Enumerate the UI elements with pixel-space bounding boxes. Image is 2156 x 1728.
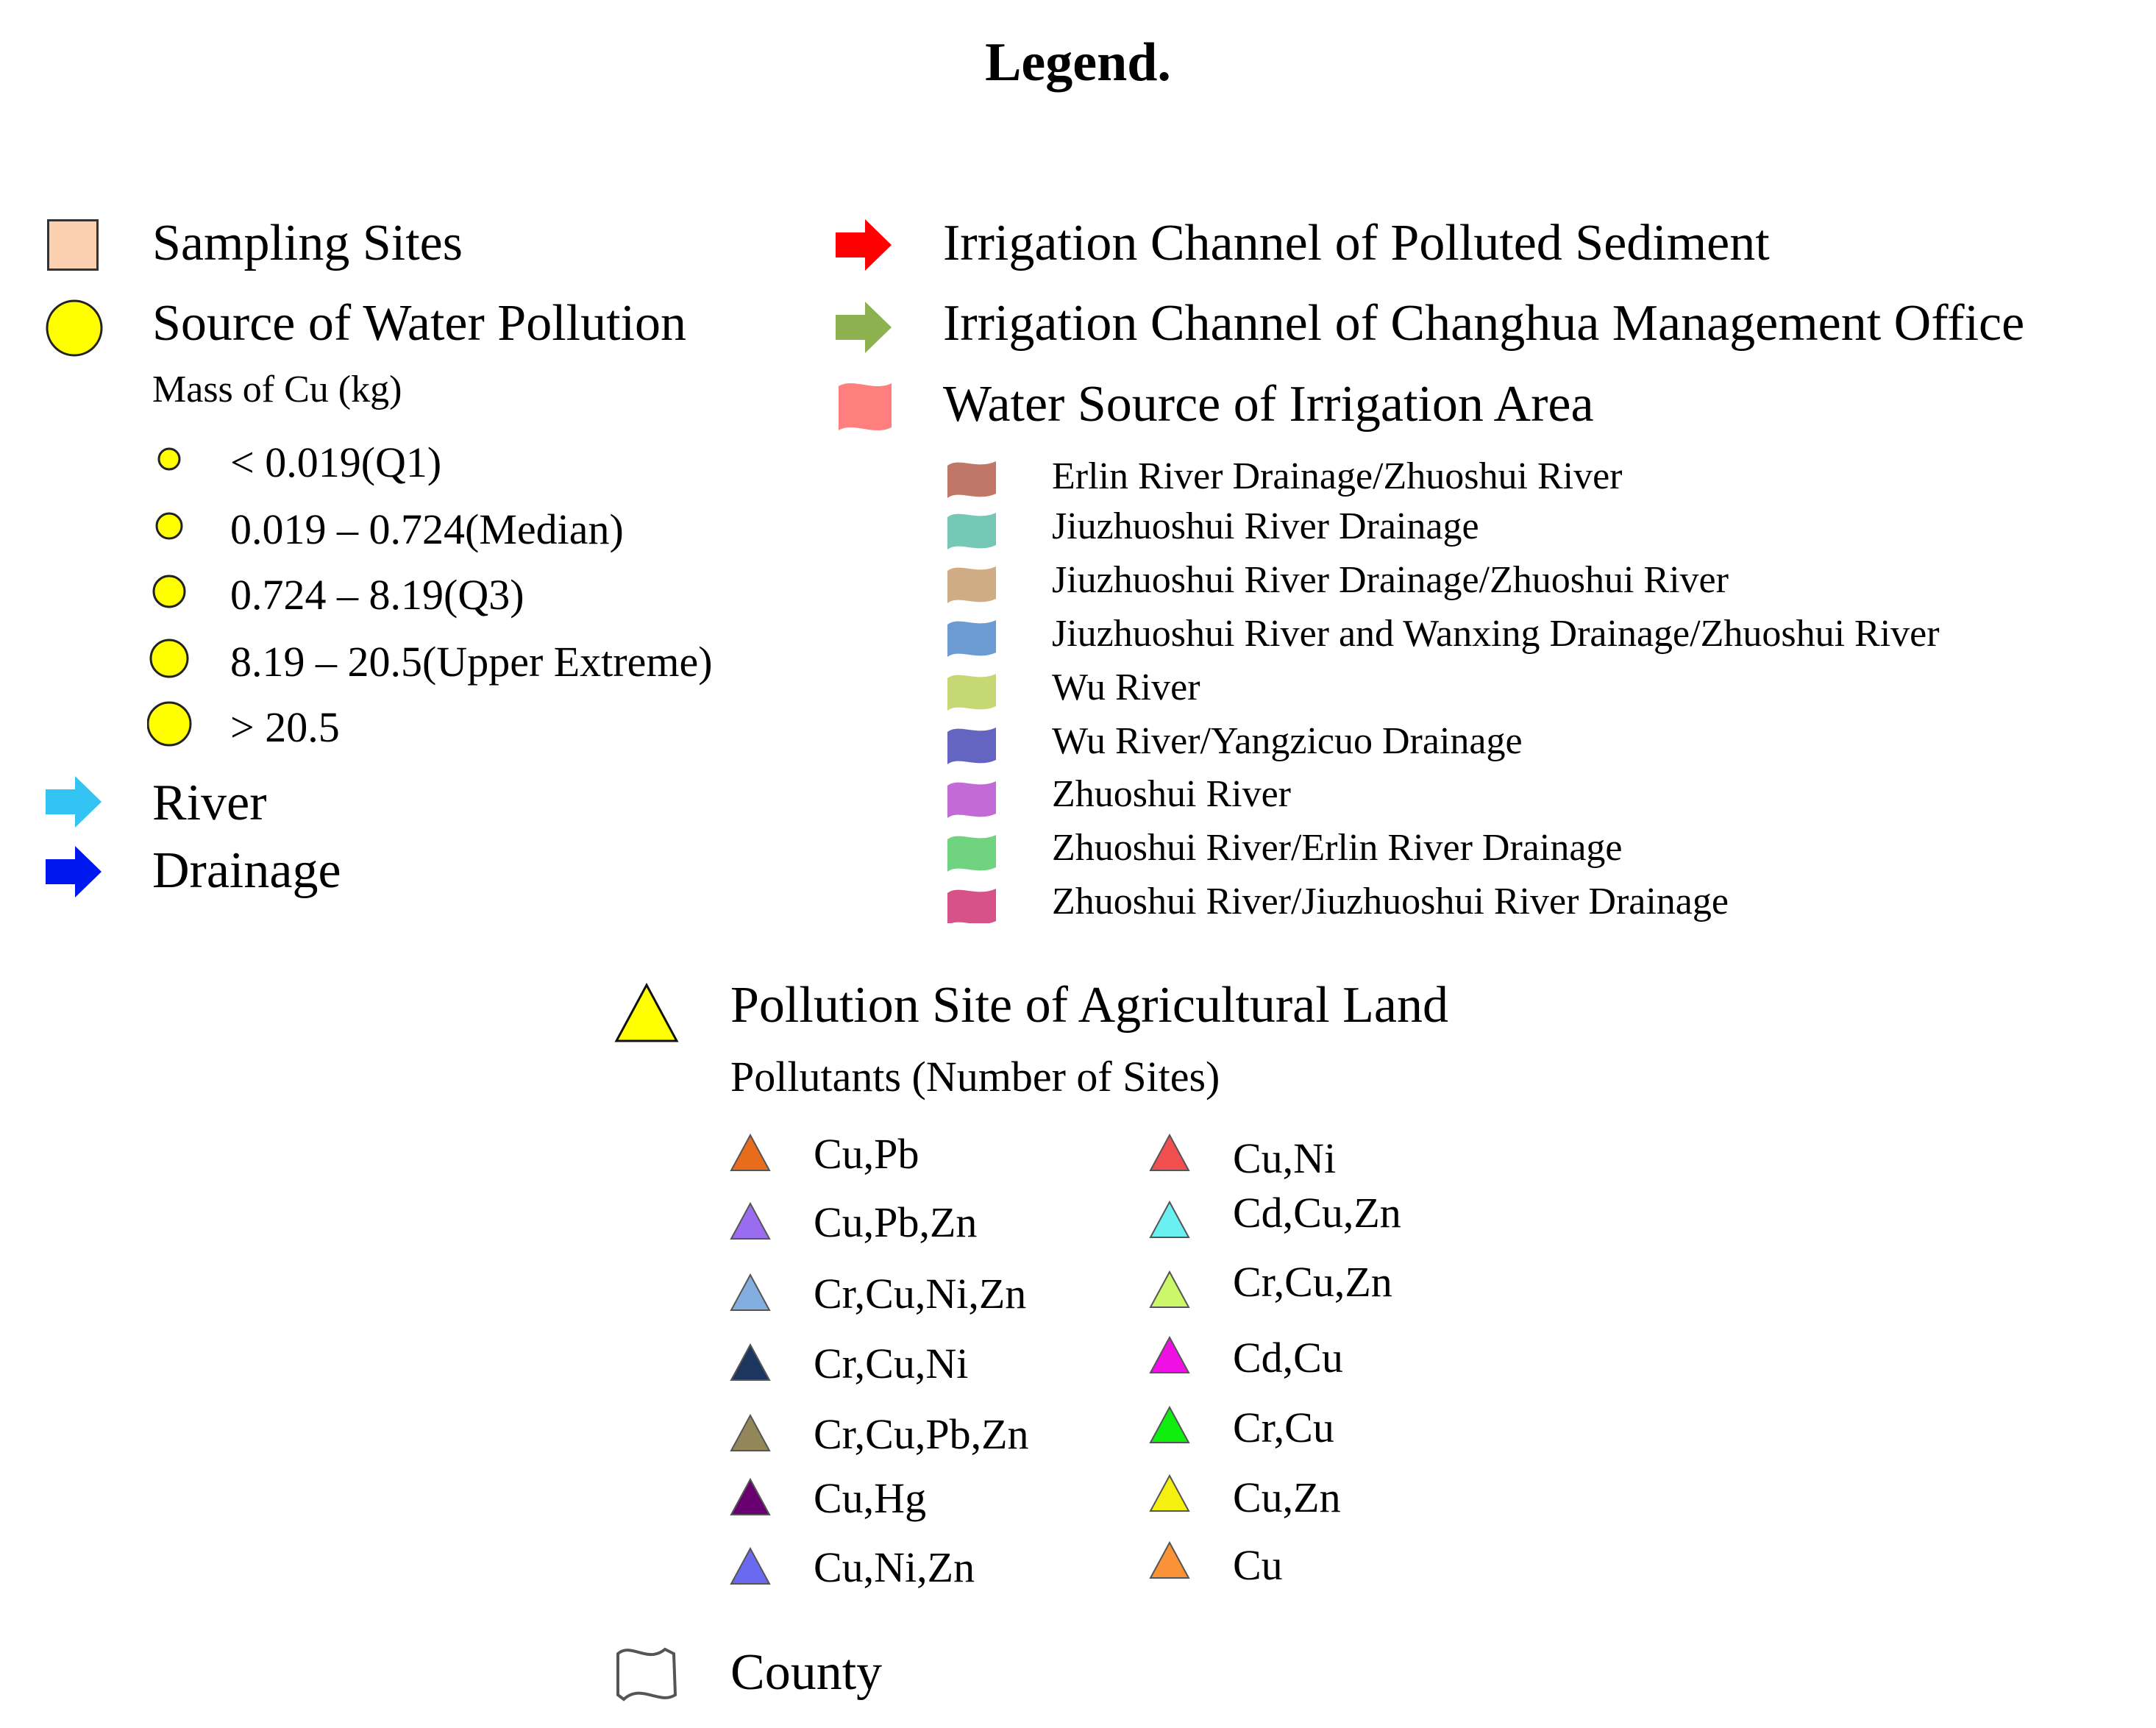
water-source-flag-2 bbox=[947, 513, 996, 550]
water-source-flag-9 bbox=[947, 889, 996, 923]
pollutant-left-2: Cu,Pb,Zn bbox=[814, 1198, 978, 1246]
water-pollution-source-label: Source of Water Pollution bbox=[152, 295, 687, 352]
river-label: River bbox=[152, 775, 267, 831]
pollutant-left-triangle-2 bbox=[731, 1203, 769, 1239]
water-source-6: Wu River/Yangzicuo Drainage bbox=[1052, 720, 1523, 762]
pollutant-right-2: Cd,Cu,Zn bbox=[1233, 1189, 1401, 1237]
pollutant-right-7: Cu bbox=[1233, 1541, 1283, 1589]
water-source-1: Erlin River Drainage/Zhuoshui River bbox=[1052, 455, 1623, 497]
pollutant-left-6: Cu,Hg bbox=[814, 1474, 927, 1522]
pollutant-left-triangle-4 bbox=[731, 1345, 769, 1380]
pollutant-left-5: Cr,Cu,Pb,Zn bbox=[814, 1410, 1029, 1458]
mass-class-5: > 20.5 bbox=[230, 703, 340, 751]
pollutant-left-triangle-6 bbox=[731, 1479, 769, 1515]
changhua-irrigation-arrow-icon bbox=[836, 302, 893, 353]
pollutant-left-triangle-1 bbox=[731, 1135, 769, 1170]
legend-title: Legend. bbox=[985, 32, 1171, 93]
county-label: County bbox=[730, 1644, 883, 1701]
pollutant-right-5: Cr,Cu bbox=[1233, 1404, 1334, 1451]
mass-class-symbols bbox=[147, 427, 235, 750]
pollutant-left-7: Cu,Ni,Zn bbox=[814, 1543, 975, 1591]
pollutant-right-triangle-3 bbox=[1150, 1272, 1189, 1307]
water-source-flags bbox=[944, 452, 1011, 923]
pollutant-right-1: Cu,Ni bbox=[1233, 1134, 1337, 1182]
water-source-label: Water Source of Irrigation Area bbox=[943, 376, 1594, 433]
mass-class-circle-4 bbox=[151, 640, 188, 677]
mass-heading: Mass of Cu (kg) bbox=[152, 369, 402, 410]
mass-class-4: 8.19 – 20.5(Upper Extreme) bbox=[230, 638, 713, 686]
water-source-3: Jiuzhuoshui River Drainage/Zhuoshui River bbox=[1052, 559, 1729, 601]
water-source-5: Wu River bbox=[1052, 666, 1200, 708]
pollutant-right-triangle-5 bbox=[1150, 1407, 1189, 1443]
pollutant-right-6: Cu,Zn bbox=[1233, 1473, 1341, 1521]
pollutant-left-triangle-5 bbox=[731, 1415, 769, 1451]
water-source-flag-4 bbox=[947, 620, 996, 657]
mass-class-circle-5 bbox=[148, 703, 191, 745]
water-source-8: Zhuoshui River/Erlin River Drainage bbox=[1052, 827, 1623, 869]
pollution-site-triangle-icon bbox=[613, 982, 680, 1044]
mass-class-3: 0.724 – 8.19(Q3) bbox=[230, 571, 524, 619]
pollutant-right-triangle-1 bbox=[1150, 1135, 1189, 1170]
mass-class-circle-1 bbox=[159, 449, 179, 469]
pollutant-left-3: Cr,Cu,Ni,Zn bbox=[814, 1270, 1027, 1318]
water-source-9: Zhuoshui River/Jiuzhuoshui River Drainage bbox=[1052, 881, 1729, 922]
county-outline-icon bbox=[613, 1643, 680, 1705]
drainage-label: Drainage bbox=[152, 842, 341, 899]
pollutants-heading: Pollutants (Number of Sites) bbox=[730, 1053, 1220, 1101]
pollutant-left-triangle-7 bbox=[731, 1549, 769, 1584]
pollutant-right-triangle-4 bbox=[1150, 1337, 1189, 1373]
water-source-flag-6 bbox=[947, 728, 996, 764]
river-arrow-icon bbox=[46, 776, 103, 828]
pollution-site-label: Pollution Site of Agricultural Land bbox=[730, 977, 1449, 1034]
pollutant-right-4: Cd,Cu bbox=[1233, 1334, 1343, 1382]
pollutant-right-triangle-2 bbox=[1150, 1202, 1189, 1237]
water-source-flag-3 bbox=[947, 566, 996, 603]
pollutant-right-3: Cr,Cu,Zn bbox=[1233, 1258, 1392, 1306]
water-source-flag-8 bbox=[947, 835, 996, 872]
water-source-2: Jiuzhuoshui River Drainage bbox=[1052, 505, 1479, 547]
pollutant-right-triangle-7 bbox=[1150, 1543, 1189, 1578]
sampling-sites-label: Sampling Sites bbox=[152, 215, 463, 271]
water-source-flag-5 bbox=[947, 674, 996, 711]
pollutant-right-triangle-6 bbox=[1150, 1476, 1189, 1511]
changhua-irrigation-label: Irrigation Channel of Changhua Management Office bbox=[943, 295, 2025, 352]
pollutant-left-1: Cu,Pb bbox=[814, 1130, 919, 1178]
sampling-site-swatch bbox=[47, 219, 99, 271]
water-pollution-source-icon bbox=[44, 298, 104, 358]
pollutant-left-4: Cr,Cu,Ni bbox=[814, 1340, 969, 1387]
drainage-arrow-icon bbox=[46, 846, 103, 897]
water-source-7: Zhuoshui River bbox=[1052, 773, 1291, 815]
polluted-irrigation-label: Irrigation Channel of Polluted Sediment bbox=[943, 215, 1770, 271]
mass-class-2: 0.019 – 0.724(Median) bbox=[230, 505, 624, 553]
pollutant-left-triangle-3 bbox=[731, 1275, 769, 1310]
mass-class-1: < 0.019(Q1) bbox=[230, 438, 442, 486]
water-source-flag-7 bbox=[947, 781, 996, 818]
mass-class-circle-2 bbox=[157, 513, 182, 538]
mass-class-circle-3 bbox=[154, 576, 185, 607]
polluted-irrigation-arrow-icon bbox=[836, 219, 893, 271]
water-source-flag-icon bbox=[836, 379, 894, 438]
water-source-flag-1 bbox=[947, 461, 996, 498]
water-source-4: Jiuzhuoshui River and Wanxing Drainage/Zhuoshui River bbox=[1052, 613, 1940, 655]
